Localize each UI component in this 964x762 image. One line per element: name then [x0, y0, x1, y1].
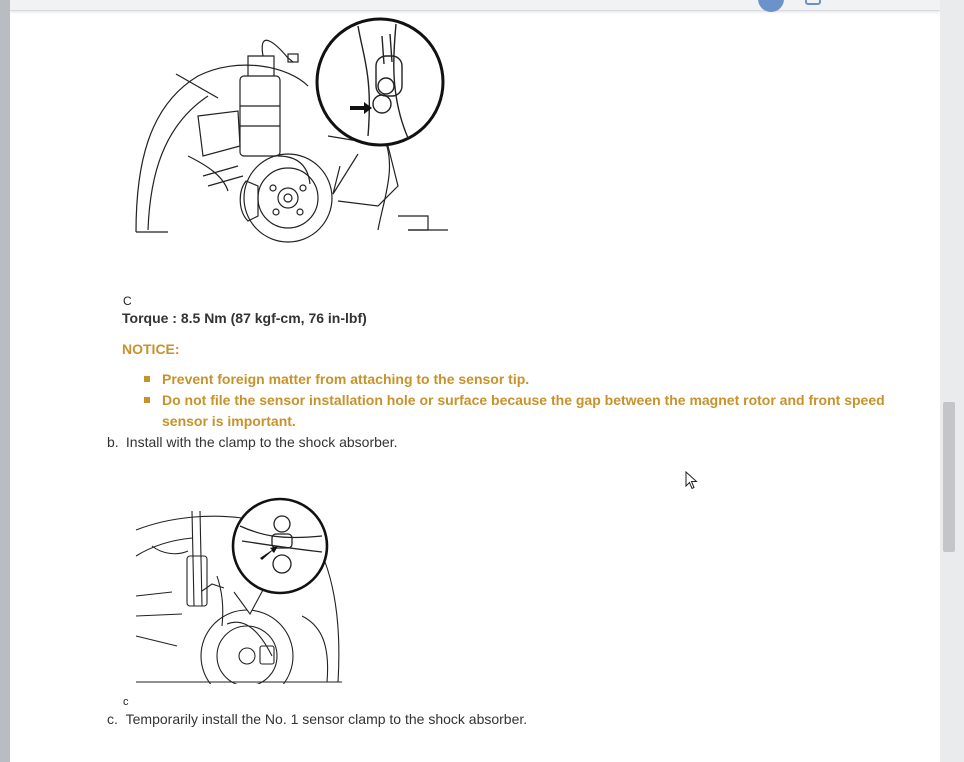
- vertical-scrollbar[interactable]: [940, 0, 964, 762]
- mouse-pointer-icon: [685, 471, 699, 496]
- chat-icon[interactable]: [805, 0, 821, 5]
- top-toolbar: [10, 0, 940, 11]
- bullet-square-icon: [144, 376, 150, 382]
- step-b: [107, 434, 397, 450]
- notice-label: NOTICE:: [122, 341, 180, 357]
- notice-item: [142, 390, 922, 432]
- notice-item-text: Prevent foreign matter from attaching to the sensor tip.: [162, 371, 530, 387]
- step-marker: c.: [107, 711, 118, 727]
- speed-sensor-illustration: [128, 16, 448, 246]
- notice-list: [142, 369, 922, 432]
- torque-spec: Torque : 8.5 Nm (87 kgf-cm, 76 in-lbf): [122, 310, 367, 326]
- notice-item: [142, 369, 922, 390]
- window-left-edge: [0, 0, 10, 762]
- figure2-caption: c: [123, 696, 129, 708]
- step-text: Temporarily install the No. 1 sensor clamp to the shock absorber.: [125, 711, 528, 727]
- clamp-illustration: [132, 496, 346, 684]
- document-page: [10, 0, 940, 762]
- notice-item-text: Do not file the sensor installation hole or surface because the gap between the magnet rotor and front speed sensor is important.: [162, 392, 885, 429]
- step-marker: b.: [107, 434, 119, 450]
- step-c: [107, 711, 527, 727]
- figure-clamp: [132, 496, 346, 684]
- step-text: Install with the clamp to the shock absorber.: [125, 434, 398, 450]
- avatar[interactable]: [758, 0, 784, 12]
- figure1-caption: C: [123, 294, 132, 308]
- figure-speed-sensor: [128, 16, 448, 246]
- bullet-square-icon: [144, 397, 150, 403]
- scrollbar-thumb[interactable]: [943, 402, 955, 552]
